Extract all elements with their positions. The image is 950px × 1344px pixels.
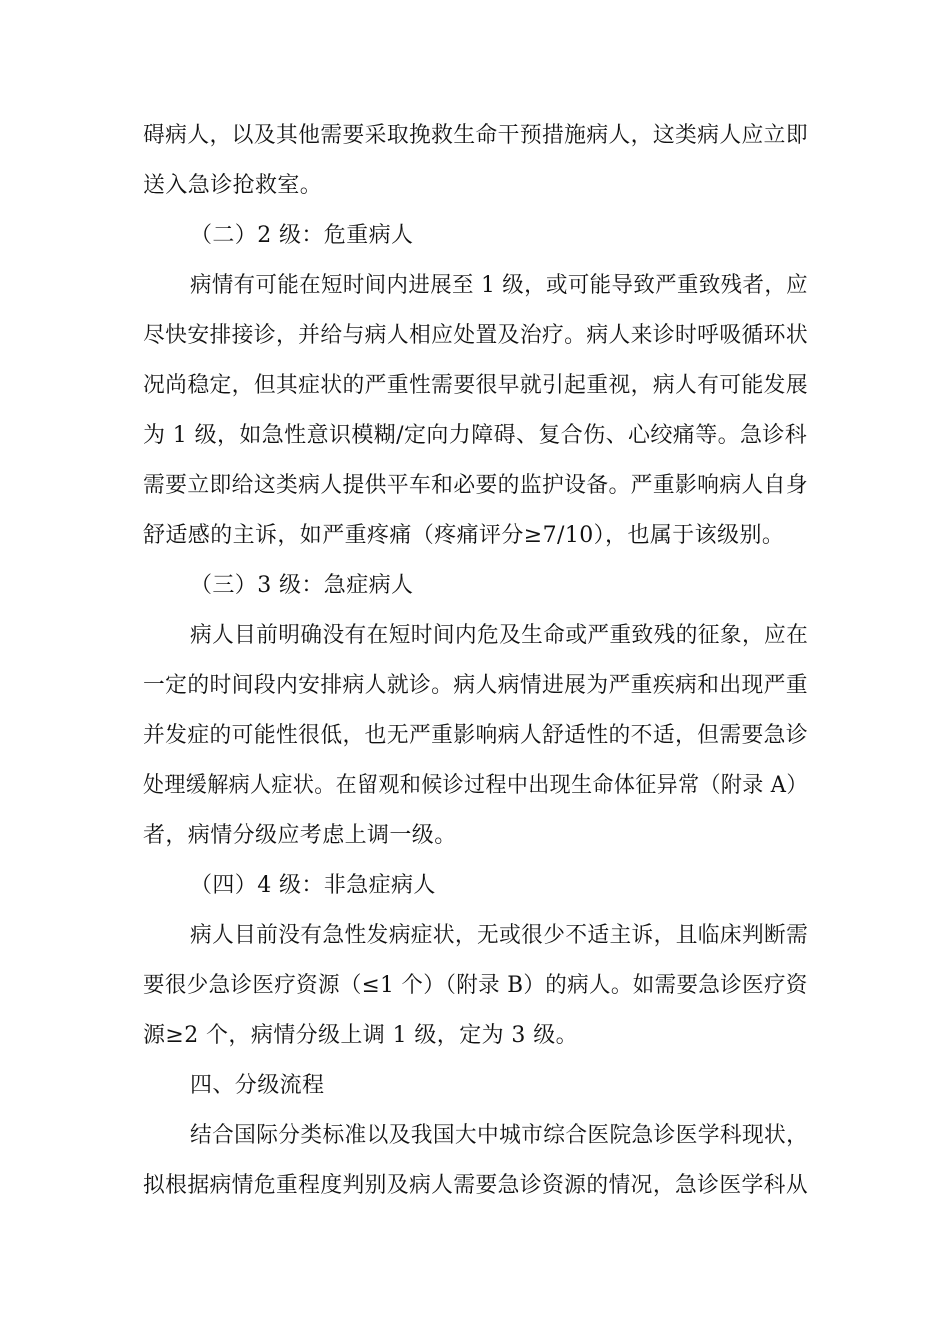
paragraph-line: 病情有可能在短时间内进展至 1 级，或可能导致严重致残者，应 (190, 273, 809, 298)
paragraph-line: 送入急诊抢救室。 (143, 173, 323, 198)
paragraph-line: 舒适感的主诉，如严重疼痛（疼痛评分≥7/10），也属于该级别。 (143, 523, 785, 548)
paragraph-line: 并发症的可能性很低，也无严重影响病人舒适性的不适，但需要急诊 (143, 723, 809, 748)
section-heading: 四、分级流程 (190, 1073, 325, 1098)
paragraph-line: 尽快安排接诊，并给与病人相应处置及治疗。病人来诊时呼吸循环状 (143, 323, 809, 348)
paragraph-line: 要很少急诊医疗资源（≤1 个）（附录 B）的病人。如需要急诊医疗资 (143, 973, 808, 998)
paragraph-line: 源≥2 个，病情分级上调 1 级，定为 3 级。 (143, 1023, 578, 1048)
paragraph-line: 病人目前明确没有在短时间内危及生命或严重致残的征象，应在 (190, 623, 809, 648)
section-heading: （二）2 级：危重病人 (190, 223, 414, 248)
paragraph-line: 病人目前没有急性发病症状，无或很少不适主诉，且临床判断需 (190, 923, 809, 948)
paragraph-line: 者，病情分级应考虑上调一级。 (143, 823, 457, 848)
section-heading: （三）3 级：急症病人 (190, 573, 414, 598)
paragraph-line: 结合国际分类标准以及我国大中城市综合医院急诊医学科现状， (190, 1123, 809, 1148)
section-heading: （四）4 级：非急症病人 (190, 873, 436, 898)
paragraph-line: 一定的时间段内安排病人就诊。病人病情进展为严重疾病和出现严重 (143, 673, 809, 698)
paragraph-line: 处理缓解病人症状。在留观和候诊过程中出现生命体征异常（附录 A） (143, 773, 808, 798)
paragraph-line: 为 1 级，如急性意识模糊/定向力障碍、复合伤、心绞痛等。急诊科 (143, 423, 808, 448)
paragraph-line: 碍病人，以及其他需要采取挽救生命干预措施病人，这类病人应立即 (143, 123, 809, 148)
paragraph-line: 需要立即给这类病人提供平车和必要的监护设备。严重影响病人自身 (143, 473, 809, 498)
paragraph-line: 况尚稳定，但其症状的严重性需要很早就引起重视，病人有可能发展 (143, 373, 809, 398)
paragraph-line: 拟根据病情危重程度判别及病人需要急诊资源的情况，急诊医学科从 (143, 1173, 809, 1198)
